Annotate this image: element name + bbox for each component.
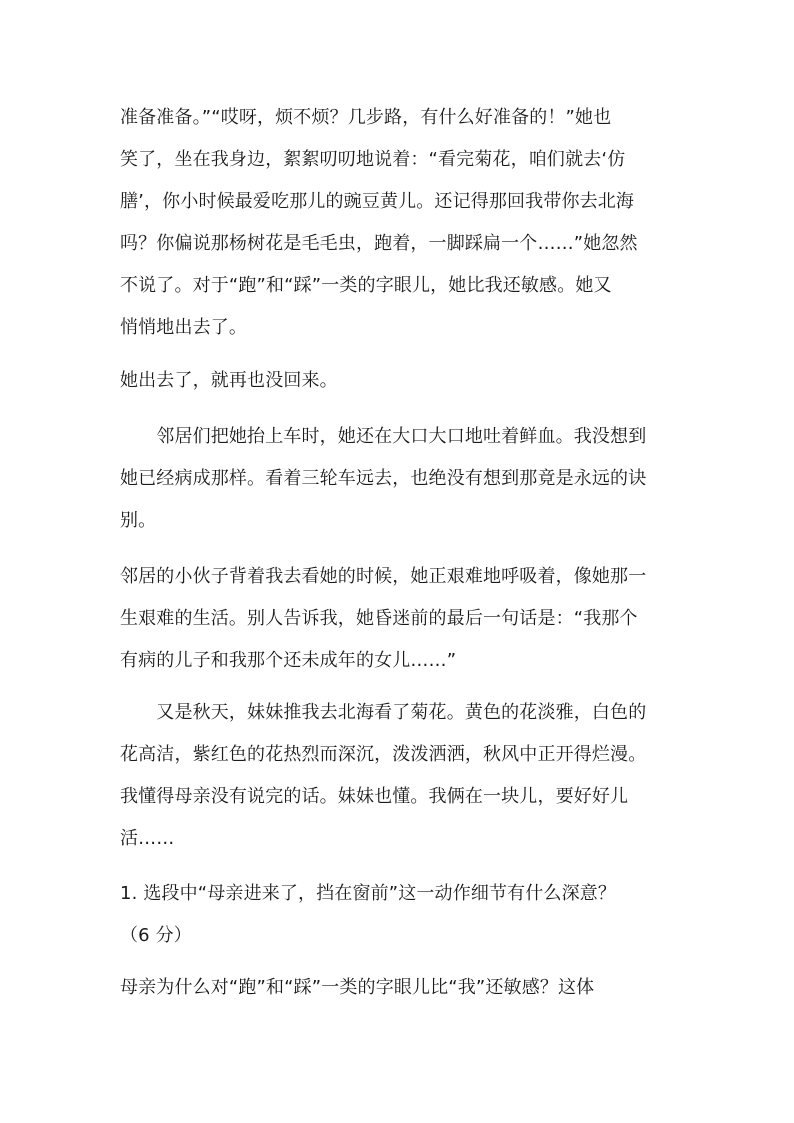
text-line: 膳’，你小时候最爱吃那儿的豌豆黄儿。还记得那回我带你去北海	[120, 191, 635, 212]
text-line: 邻居们把她抬上车时，她还在大口大口地吐着鲜血。我没想到	[120, 426, 647, 447]
text-line: 吗？你偏说那杨树花是毛毛虫，跑着，一脚踩扁一个……”她忽然	[120, 233, 638, 254]
text-line: 不说了。对于“跑”和“踩”一类的字眼儿，她比我还敏感。她又	[120, 275, 612, 296]
text-line: 我懂得母亲没有说完的话。妹妹也懂。我俩在一块儿，要好好儿	[120, 786, 629, 807]
text-line: 母亲为什么对“跑”和“踩”一类的字眼儿比“我”还敏感？这体	[120, 977, 595, 998]
text-line: 笑了，坐在我身边，絮絮叨叨地说着：“看完菊花，咱们就去‘仿	[120, 149, 626, 170]
question-score: （6 分）	[120, 925, 192, 946]
question-line: 1. 选段中“母亲进来了，挡在窗前”这一动作细节有什么深意？	[120, 883, 617, 904]
text-line: 又是秋天，妹妹推我去北海看了菊花。黄色的花淡雅，白色的	[120, 702, 647, 723]
text-line: 悄悄地出去了。	[120, 317, 248, 338]
text-line: 活……	[120, 828, 175, 849]
text-line: 准备准备。”“哎呀，烦不烦？几步路，有什么好准备的！”她也	[120, 107, 612, 128]
text-line: 花高洁，紫红色的花热烈而深沉，泼泼洒洒，秋风中正开得烂漫。	[120, 744, 647, 765]
text-line: 生艰难的生活。别人告诉我，她昏迷前的最后一句话是：“我那个	[120, 608, 638, 629]
text-line: 有病的儿子和我那个还未成年的女儿……”	[120, 650, 457, 671]
text-line: 她已经病成那样。看着三轮车远去，也绝没有想到那竟是永远的诀	[120, 468, 647, 489]
text-line: 别。	[120, 510, 157, 531]
text-line: 她出去了，就再也没回来。	[120, 370, 338, 391]
text-line: 邻居的小伙子背着我去看她的时候，她正艰难地呼吸着，像她那一	[120, 566, 647, 587]
